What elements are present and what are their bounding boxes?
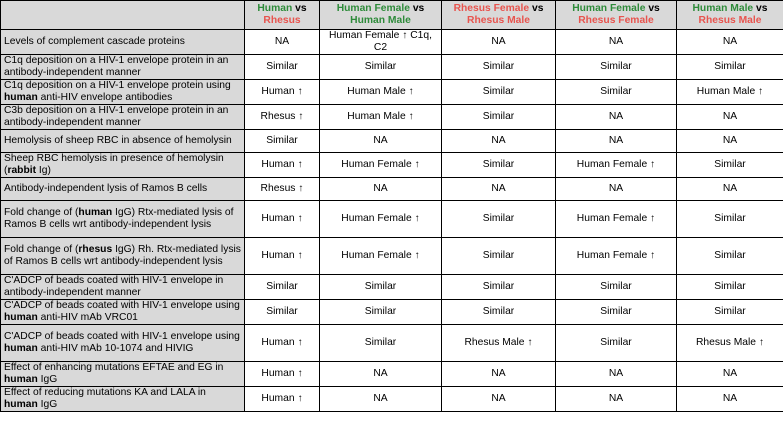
result-cell: Similar: [320, 55, 442, 80]
row-label-part: anti-HIV mAb 10-1074 and HIVIG: [37, 343, 194, 354]
row-label-part: human: [4, 343, 38, 354]
result-cell: Similar: [677, 153, 783, 178]
result-cell: Similar: [442, 238, 556, 275]
result-cell: Similar: [677, 300, 783, 325]
row-label: [1, 362, 245, 387]
column-header-part: Rhesus Female: [578, 15, 654, 26]
row-label-part: Sheep RBC hemolysis in presence of hemolysin (: [4, 153, 224, 176]
row-label: [1, 238, 245, 275]
column-header-part: vs: [409, 3, 425, 14]
result-cell: Human Male ↑: [677, 80, 783, 105]
result-cell: Similar: [677, 201, 783, 238]
row-label-part: C'ADCP of beads coated with HIV-1 envelope using: [4, 300, 240, 311]
result-cell: Human ↑: [245, 80, 320, 105]
result-cell: Similar: [245, 300, 320, 325]
table-row: [1, 30, 783, 55]
result-cell: Human ↑: [245, 153, 320, 178]
column-header-3: [442, 1, 556, 30]
row-label: [1, 300, 245, 325]
column-header-part: Human Male: [692, 3, 754, 14]
result-cell: NA: [556, 178, 677, 201]
result-cell: NA: [677, 178, 783, 201]
column-header-1: [245, 1, 320, 30]
result-cell: NA: [442, 130, 556, 153]
row-label-part: C'ADCP of beads coated with HIV-1 envelope in antibody-independent manner: [4, 275, 224, 298]
table-row: [1, 105, 783, 130]
row-label-part: human: [78, 207, 113, 218]
column-header-part: vs: [529, 3, 544, 14]
column-header-part: Rhesus Female: [453, 3, 530, 14]
result-cell: Human Male ↑: [320, 80, 442, 105]
column-header-part: Human Female: [572, 3, 646, 14]
table-row: [1, 80, 783, 105]
result-cell: NA: [556, 387, 677, 412]
result-cell: Similar: [677, 55, 783, 80]
result-cell: NA: [556, 130, 677, 153]
result-cell: NA: [320, 387, 442, 412]
result-cell: NA: [442, 178, 556, 201]
row-label: [1, 30, 245, 55]
result-cell: Similar: [556, 80, 677, 105]
result-cell: Similar: [320, 300, 442, 325]
row-label: [1, 178, 245, 201]
table-row: [1, 325, 783, 362]
column-header-part: Human Female: [336, 3, 410, 14]
row-label-part: C1q deposition on a HIV-1 envelope protein in an antibody-independent manner: [4, 55, 229, 78]
column-header-part: vs: [753, 3, 768, 14]
column-header-2: [320, 1, 442, 30]
result-cell: Rhesus ↑: [245, 178, 320, 201]
row-label: [1, 105, 245, 130]
row-label-part: Fold change of (: [4, 244, 79, 255]
row-label-part: Hemolysis of sheep RBC in absence of hemolysin: [4, 135, 232, 146]
result-cell: Similar: [442, 55, 556, 80]
column-header-part: Rhesus Male: [698, 15, 762, 26]
row-label-part: Antibody-independent lysis of Ramos B cells: [4, 183, 208, 194]
row-label: [1, 130, 245, 153]
result-cell: Human Female ↑: [556, 238, 677, 275]
row-label-part: Levels of complement cascade proteins: [4, 36, 185, 47]
row-label-part: C'ADCP of beads coated with HIV-1 envelope using: [4, 331, 240, 342]
result-cell: NA: [556, 362, 677, 387]
result-cell: Human Male ↑: [320, 105, 442, 130]
result-cell: Similar: [677, 238, 783, 275]
result-cell: Human ↑: [245, 362, 320, 387]
row-label: [1, 80, 245, 105]
row-label-part: Effect of reducing mutations KA and LALA in: [4, 387, 206, 398]
result-cell: Similar: [320, 325, 442, 362]
row-label: [1, 387, 245, 412]
result-cell: Similar: [556, 55, 677, 80]
row-label: [1, 153, 245, 178]
row-label-part: human: [4, 312, 38, 323]
result-cell: Human ↑: [245, 387, 320, 412]
row-label: [1, 55, 245, 80]
column-header-part: Rhesus: [263, 15, 301, 26]
header-row: [1, 1, 783, 30]
table-row: [1, 238, 783, 275]
table-row: [1, 178, 783, 201]
result-cell: Similar: [442, 105, 556, 130]
result-cell: Human Female ↑ C1q, C2: [320, 30, 442, 55]
result-cell: NA: [245, 30, 320, 55]
result-cell: NA: [320, 362, 442, 387]
result-cell: Human Female ↑: [556, 153, 677, 178]
result-cell: NA: [556, 105, 677, 130]
column-header-4: [556, 1, 677, 30]
table-body: [1, 30, 783, 412]
header-corner-cell: [1, 1, 245, 30]
row-label-part: IgG: [37, 399, 58, 410]
result-cell: Similar: [442, 80, 556, 105]
column-header-part: vs: [292, 3, 307, 14]
column-header-part: Human Male: [350, 15, 411, 26]
result-cell: NA: [677, 130, 783, 153]
column-header-part: Rhesus Male: [467, 15, 530, 26]
row-label-part: human: [4, 92, 38, 103]
row-label: [1, 201, 245, 238]
result-cell: Similar: [556, 325, 677, 362]
result-cell: NA: [442, 362, 556, 387]
result-cell: Similar: [442, 153, 556, 178]
row-label-part: Effect of enhancing mutations EFTAE and EG in: [4, 362, 224, 373]
result-cell: Human ↑: [245, 201, 320, 238]
result-cell: Similar: [556, 275, 677, 300]
result-cell: Human ↑: [245, 325, 320, 362]
result-cell: Similar: [442, 201, 556, 238]
table-row: [1, 275, 783, 300]
result-cell: NA: [442, 30, 556, 55]
result-cell: Similar: [320, 275, 442, 300]
result-cell: Human Female ↑: [556, 201, 677, 238]
result-cell: NA: [442, 387, 556, 412]
row-label-part: C3b deposition on a HIV-1 envelope protein in an antibody-independent manner: [4, 105, 229, 128]
result-cell: Similar: [245, 130, 320, 153]
column-header-5: [677, 1, 783, 30]
table-row: [1, 130, 783, 153]
row-label: [1, 325, 245, 362]
result-cell: NA: [556, 30, 677, 55]
result-cell: NA: [677, 30, 783, 55]
result-cell: NA: [677, 387, 783, 412]
result-cell: Similar: [442, 300, 556, 325]
row-label-part: Fold change of (: [4, 207, 79, 218]
row-label-part: Ig): [36, 165, 51, 176]
column-header-part: Human: [257, 3, 293, 14]
result-cell: Similar: [677, 275, 783, 300]
table-row: [1, 201, 783, 238]
result-cell: Rhesus ↑: [245, 105, 320, 130]
result-cell: Similar: [245, 55, 320, 80]
row-label-part: human: [4, 374, 38, 385]
table-row: [1, 300, 783, 325]
table-row: [1, 55, 783, 80]
table-row: [1, 153, 783, 178]
result-cell: NA: [320, 130, 442, 153]
row-label-part: human: [4, 399, 38, 410]
row-label-part: rabbit: [7, 165, 37, 176]
result-cell: Similar: [556, 300, 677, 325]
row-label-part: IgG) Rh. Rtx-mediated lysis of Ramos B cells wrt antibody-independent lysis: [4, 244, 241, 267]
row-label-part: IgG) Rtx-mediated lysis of Ramos B cells wrt antibody-independent lysis: [4, 207, 234, 230]
row-label-part: anti-HIV envelope antibodies: [37, 92, 173, 103]
result-cell: Rhesus Male ↑: [677, 325, 783, 362]
result-cell: Similar: [442, 275, 556, 300]
column-header-part: vs: [645, 3, 660, 14]
result-cell: Similar: [245, 275, 320, 300]
result-cell: NA: [320, 178, 442, 201]
row-label-part: C1q deposition on a HIV-1 envelope protein using: [4, 80, 231, 91]
row-label-part: rhesus: [78, 244, 113, 255]
result-cell: Human Female ↑: [320, 153, 442, 178]
table-row: [1, 387, 783, 412]
result-cell: Human Female ↑: [320, 201, 442, 238]
row-label-part: IgG: [37, 374, 58, 385]
row-label: [1, 275, 245, 300]
result-cell: Rhesus Male ↑: [442, 325, 556, 362]
row-label-part: anti-HIV mAb VRC01: [37, 312, 138, 323]
result-cell: Human ↑: [245, 238, 320, 275]
table-row: [1, 362, 783, 387]
result-cell: NA: [677, 362, 783, 387]
result-cell: Human Female ↑: [320, 238, 442, 275]
result-cell: NA: [677, 105, 783, 130]
